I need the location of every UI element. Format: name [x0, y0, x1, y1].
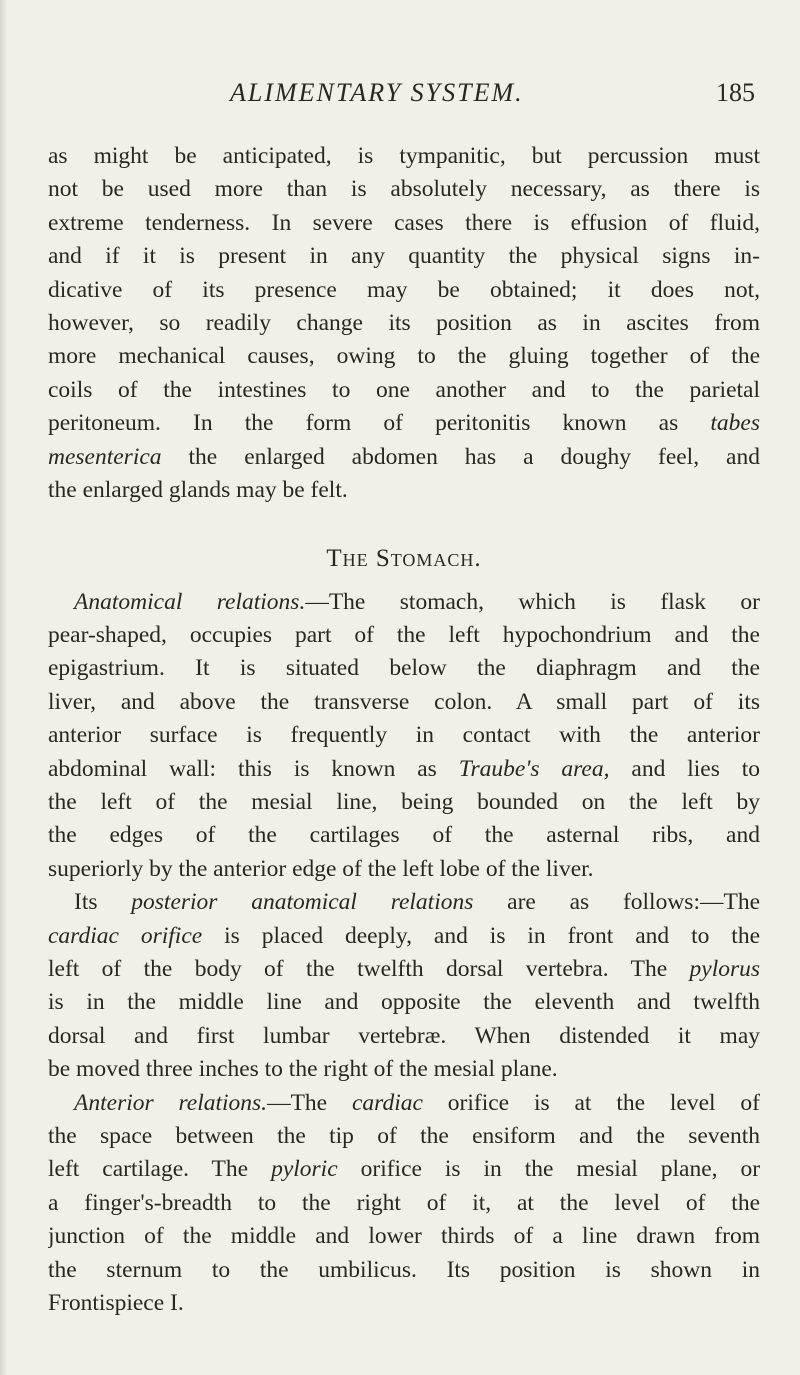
italic-term: mesenterica	[48, 443, 162, 470]
italic-term: cardiac orifice	[48, 922, 203, 949]
text-line: more mechanical causes, owing to the gluing together of the	[48, 343, 760, 370]
text-line: the left of the mesial line, being bounded on the left by	[48, 789, 760, 816]
text-line: anterior surface is frequently in contact with the anterior	[48, 722, 760, 749]
section-gap	[48, 507, 760, 542]
page-edge-shadow	[0, 0, 8, 1375]
text-line: the sternum to the umbilicus. Its position is shown in	[48, 1256, 760, 1283]
text-line: coils of the intestines to one another and to the parietal	[48, 376, 760, 403]
text-line: mesenterica the enlarged abdomen has a doughy feel, and	[48, 443, 760, 470]
text-line: epigastrium. It is situated below the diaphragm and the	[48, 655, 760, 682]
text-line: junction of the middle and lower thirds of a line drawn from	[48, 1223, 760, 1250]
page-header	[0, 78, 800, 118]
section-heading: The Stomach.	[326, 545, 482, 573]
italic-term: posterior anatomical relations	[131, 889, 474, 916]
italic-term: Anatomical relations.	[74, 588, 306, 615]
text-line: as might be anticipated, is tympanitic, but percussion must	[48, 143, 760, 169]
text-line: peritoneum. In the form of peritonitis known as tabes	[48, 410, 760, 437]
text-line: a finger's-breadth to the right of it, at the level of the	[48, 1189, 760, 1216]
text-line: is in the middle line and opposite the eleventh and twelfth	[48, 989, 760, 1016]
page-number: 185	[716, 78, 755, 107]
text-line: Anatomical relations.—The stomach, which is flask or	[74, 588, 760, 615]
italic-term: pyloric	[271, 1156, 338, 1183]
text-line: Its posterior anatomical relations are as follows:—The	[74, 889, 760, 916]
text-line: pear-shaped, occupies part of the left hypochondrium and the	[48, 622, 760, 649]
text-line: superiorly by the anterior edge of the left lobe of the liver.	[48, 855, 594, 882]
text-line: extreme tenderness. In severe cases there is effusion of fluid,	[48, 209, 760, 236]
text-line: be moved three inches to the right of the mesial plane.	[48, 1056, 558, 1083]
italic-term: tabes	[710, 410, 760, 437]
text-line: however, so readily change its position as in ascites from	[48, 309, 760, 336]
text-line: dicative of its presence may be obtained; it does not,	[48, 276, 760, 303]
text-line: cardiac orifice is placed deeply, and is in front and to the	[48, 922, 760, 949]
text-line: the edges of the cartilages of the asternal ribs, and	[48, 822, 760, 849]
text-line: left cartilage. The pyloric orifice is in the mesial plane, or	[48, 1156, 760, 1183]
text-line: the space between the tip of the ensiform and the seventh	[48, 1122, 760, 1149]
text-line: liver, and above the transverse colon. A small part of its	[48, 688, 760, 715]
italic-term: cardiac	[351, 1089, 423, 1116]
text-line: Anterior relations.—The cardiac orifice is at the level of	[74, 1089, 760, 1116]
text-line: dorsal and first lumbar vertebræ. When distended it may	[48, 1022, 760, 1049]
text-line: left of the body of the twelfth dorsal vertebra. The pylorus	[48, 955, 760, 982]
italic-term: Traube's area,	[458, 755, 610, 782]
text-line: Frontispiece I.	[48, 1289, 184, 1316]
page-body	[48, 140, 760, 1320]
running-title: ALIMENTARY SYSTEM.	[230, 78, 524, 107]
text-line: abdominal wall: this is known as Traube's area, and lies to	[48, 755, 760, 782]
italic-term: pylorus	[689, 955, 760, 982]
text-line: not be used more than is absolutely necessary, as there is	[48, 176, 760, 203]
italic-term: Anterior relations.	[74, 1089, 268, 1116]
text-line: the enlarged glands may be felt.	[48, 476, 348, 503]
text-line: and if it is present in any quantity the physical signs in-	[48, 243, 760, 270]
